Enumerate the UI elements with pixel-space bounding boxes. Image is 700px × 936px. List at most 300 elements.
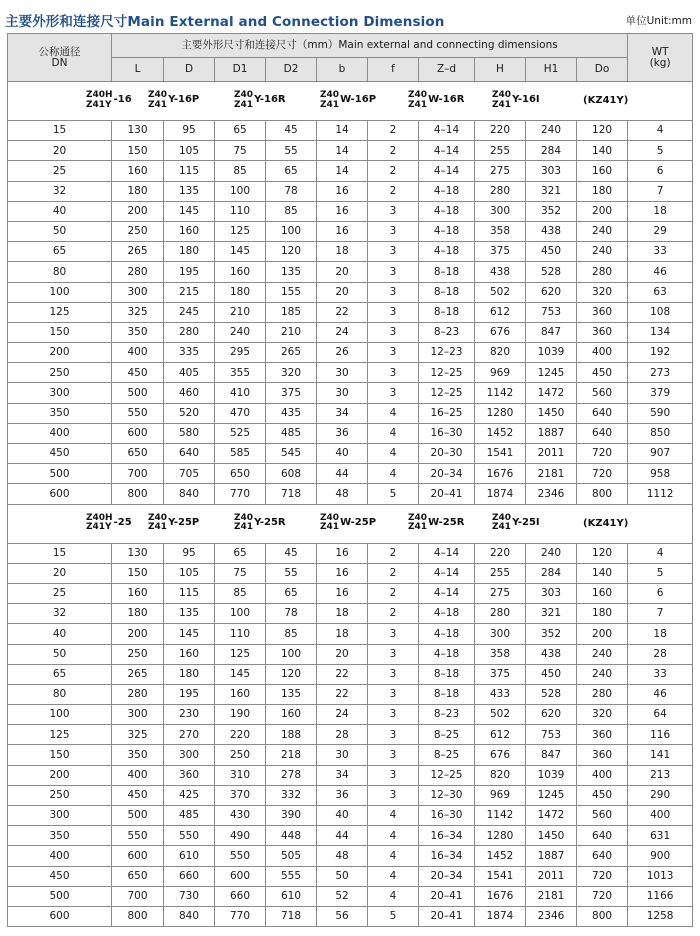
table-cell: 230 — [164, 705, 215, 725]
table-cell: 22 — [317, 664, 368, 684]
table-cell: 4 — [368, 806, 419, 826]
table-cell: 240 — [577, 221, 628, 241]
table-cell: 705 — [164, 464, 215, 484]
table-cell: 80 — [8, 262, 112, 282]
table-cell: 352 — [526, 624, 577, 644]
table-cell: 800 — [577, 906, 628, 926]
table-cell: 360 — [577, 322, 628, 342]
table-cell: 2 — [368, 563, 419, 583]
table-cell: 12–30 — [419, 785, 475, 805]
table-cell: 8–23 — [419, 705, 475, 725]
table-cell: 30 — [317, 383, 368, 403]
table-cell: 125 — [8, 725, 112, 745]
model-stack — [86, 514, 113, 533]
table-cell: 4–14 — [419, 121, 475, 141]
table-cell: 753 — [526, 302, 577, 322]
table-cell: 16 — [317, 583, 368, 603]
table-cell: 770 — [215, 906, 266, 926]
table-cell: 4–14 — [419, 563, 475, 583]
table-cell: 8–18 — [419, 302, 475, 322]
table-cell: 640 — [577, 423, 628, 443]
table-cell: 150 — [8, 745, 112, 765]
table-cell: 24 — [317, 705, 368, 725]
model-label — [408, 514, 464, 533]
table-cell: 265 — [266, 343, 317, 363]
table-cell: 12–23 — [419, 343, 475, 363]
table-cell: 505 — [266, 846, 317, 866]
table-cell: 30 — [317, 745, 368, 765]
table-cell: 1013 — [628, 866, 693, 886]
table-row — [8, 363, 693, 383]
table-cell: 1541 — [475, 866, 526, 886]
table-cell: 1112 — [628, 484, 693, 504]
table-cell: 355 — [215, 363, 266, 383]
table-cell: 14 — [317, 121, 368, 141]
table-cell: 5 — [368, 906, 419, 926]
model-label — [320, 514, 376, 533]
model-label — [492, 514, 540, 533]
table-cell: 115 — [164, 161, 215, 181]
table-cell: 160 — [164, 221, 215, 241]
table-cell: 360 — [577, 725, 628, 745]
table-cell: 2181 — [526, 464, 577, 484]
model-top: Z40H — [86, 512, 113, 523]
table-cell: 528 — [526, 262, 577, 282]
table-cell: 1887 — [526, 423, 577, 443]
table-cell: 48 — [317, 484, 368, 504]
table-cell: 405 — [164, 363, 215, 383]
table-cell: 3 — [368, 785, 419, 805]
table-cell: 180 — [215, 282, 266, 302]
table-cell: 280 — [112, 684, 164, 704]
table-cell: 150 — [8, 322, 112, 342]
table-cell: 450 — [577, 363, 628, 383]
model-suffix: Y-16R — [254, 94, 286, 106]
table-cell: 350 — [112, 745, 164, 765]
table-cell: 250 — [8, 363, 112, 383]
table-cell: 180 — [164, 242, 215, 262]
table-cell: 3 — [368, 624, 419, 644]
table-cell: 3 — [368, 684, 419, 704]
table-cell: 56 — [317, 906, 368, 926]
table-cell: 192 — [628, 343, 693, 363]
table-cell: 160 — [215, 262, 266, 282]
model-suffix: -25 — [113, 516, 132, 528]
table-cell: 4–18 — [419, 242, 475, 262]
table-cell: 2 — [368, 161, 419, 181]
table-cell: 255 — [475, 141, 526, 161]
table-cell: 1874 — [475, 906, 526, 926]
table-cell: 20–30 — [419, 444, 475, 464]
table-cell: 220 — [475, 543, 526, 563]
table-cell: 3 — [368, 201, 419, 221]
table-cell: 1245 — [526, 785, 577, 805]
table-cell: 4–18 — [419, 644, 475, 664]
table-row — [8, 705, 693, 725]
table-cell: 195 — [164, 262, 215, 282]
table-row — [8, 302, 693, 322]
page-header — [0, 0, 700, 30]
table-cell: 847 — [526, 322, 577, 342]
table-row — [8, 664, 693, 684]
table-cell: 2 — [368, 583, 419, 603]
table-cell: 12–25 — [419, 383, 475, 403]
table-cell: 820 — [475, 765, 526, 785]
table-cell: 7 — [628, 604, 693, 624]
table-cell: 200 — [112, 201, 164, 221]
table-cell: 375 — [475, 664, 526, 684]
table-cell: 145 — [215, 664, 266, 684]
table-cell: 1039 — [526, 765, 577, 785]
table-cell: 600 — [112, 423, 164, 443]
model-stack — [148, 514, 167, 533]
table-cell: 840 — [164, 484, 215, 504]
table-cell: 200 — [112, 624, 164, 644]
dn-header-en: DN — [51, 56, 68, 69]
table-cell: 718 — [266, 484, 317, 504]
table-cell: 620 — [526, 705, 577, 725]
table-cell: 4–14 — [419, 583, 475, 603]
table-cell: 450 — [8, 866, 112, 886]
table-cell: 250 — [8, 785, 112, 805]
table-cell: 438 — [475, 262, 526, 282]
table-cell: 110 — [215, 201, 266, 221]
table-cell: 18 — [628, 624, 693, 644]
table-cell: 120 — [266, 664, 317, 684]
table-cell: 135 — [266, 684, 317, 704]
table-cell: 3 — [368, 221, 419, 241]
table-cell: 29 — [628, 221, 693, 241]
table-row — [8, 464, 693, 484]
table-cell: 379 — [628, 383, 693, 403]
table-cell: 400 — [8, 846, 112, 866]
table-cell: 400 — [112, 343, 164, 363]
table-cell: 100 — [8, 705, 112, 725]
table-row — [8, 644, 693, 664]
table-cell: 250 — [112, 644, 164, 664]
model-bottom: Z41 — [408, 522, 428, 533]
table-cell: 270 — [164, 725, 215, 745]
table-cell: 753 — [526, 725, 577, 745]
table-row — [8, 403, 693, 423]
table-cell: 284 — [526, 563, 577, 583]
table-cell: 28 — [628, 644, 693, 664]
table-cell: 820 — [475, 343, 526, 363]
table-cell: 1450 — [526, 403, 577, 423]
table-row — [8, 846, 693, 866]
model-suffix: Y-16P — [168, 94, 200, 106]
model-bottom: Z41 — [320, 522, 340, 533]
table-cell: 3 — [368, 282, 419, 302]
header-row — [8, 34, 693, 58]
table-cell: 3 — [368, 705, 419, 725]
table-cell: 1452 — [475, 846, 526, 866]
table-cell: 180 — [577, 181, 628, 201]
model-stack — [408, 514, 427, 533]
table-cell: 75 — [215, 563, 266, 583]
table-cell: 295 — [215, 343, 266, 363]
table-cell: 4–18 — [419, 221, 475, 241]
table-cell: 135 — [164, 181, 215, 201]
column-header: D2 — [266, 58, 317, 82]
table-cell: 2 — [368, 141, 419, 161]
table-cell: 4–14 — [419, 543, 475, 563]
table-cell: 3 — [368, 745, 419, 765]
model-suffix: W-16P — [340, 94, 377, 106]
table-cell: 1039 — [526, 343, 577, 363]
table-cell: 30 — [317, 363, 368, 383]
table-cell: 718 — [266, 906, 317, 926]
table-cell: 250 — [215, 745, 266, 765]
table-cell: 25 — [8, 583, 112, 603]
weight-column-header — [628, 34, 693, 82]
table-cell: 50 — [8, 644, 112, 664]
model-row — [8, 504, 693, 543]
table-cell: 730 — [164, 886, 215, 906]
table-cell: 590 — [628, 403, 693, 423]
table-row — [8, 121, 693, 141]
table-cell: 460 — [164, 383, 215, 403]
table-cell: 20 — [317, 282, 368, 302]
table-cell: 320 — [577, 282, 628, 302]
table-cell: 25 — [8, 161, 112, 181]
table-cell: 20–41 — [419, 906, 475, 926]
model-row — [8, 82, 693, 121]
table-cell: 435 — [266, 403, 317, 423]
table-cell: 3 — [368, 765, 419, 785]
table-cell: 375 — [475, 242, 526, 262]
table-cell: 85 — [266, 201, 317, 221]
model-bottom: Z41 — [148, 522, 168, 533]
page-title: 主要外形和连接尺寸Main External and Connection Dimension — [5, 14, 445, 30]
table-cell: 150 — [112, 563, 164, 583]
table-cell: 300 — [112, 282, 164, 302]
table-cell: 16 — [317, 563, 368, 583]
table-cell: 150 — [112, 141, 164, 161]
table-cell: 34 — [317, 403, 368, 423]
table-cell: 1280 — [475, 403, 526, 423]
table-cell: 44 — [317, 826, 368, 846]
table-cell: 8–23 — [419, 322, 475, 342]
table-cell: 612 — [475, 725, 526, 745]
table-cell: 160 — [112, 583, 164, 603]
table-cell: 2 — [368, 181, 419, 201]
table-cell: 140 — [577, 563, 628, 583]
table-cell: 640 — [577, 846, 628, 866]
table-row — [8, 322, 693, 342]
table-cell: 631 — [628, 826, 693, 846]
table-cell: 180 — [112, 604, 164, 624]
table-row — [8, 181, 693, 201]
table-cell: 400 — [628, 806, 693, 826]
table-cell: 240 — [577, 644, 628, 664]
table-cell: 64 — [628, 705, 693, 725]
table-row — [8, 242, 693, 262]
table-cell: 22 — [317, 684, 368, 704]
table-cell: 32 — [8, 181, 112, 201]
unit-label: 单位Unit:mm — [625, 15, 692, 27]
table-cell: 250 — [112, 221, 164, 241]
table-cell: 1258 — [628, 906, 693, 926]
table-row — [8, 262, 693, 282]
table-row — [8, 161, 693, 181]
table-cell: 490 — [215, 826, 266, 846]
table-row — [8, 343, 693, 363]
table-cell: 141 — [628, 745, 693, 765]
table-cell: 580 — [164, 423, 215, 443]
table-cell: 65 — [266, 161, 317, 181]
table-cell: 1245 — [526, 363, 577, 383]
table-cell: 4 — [368, 846, 419, 866]
column-header: Do — [577, 58, 628, 82]
table-cell: 500 — [8, 464, 112, 484]
table-cell: 240 — [526, 543, 577, 563]
table-cell: 640 — [577, 403, 628, 423]
table-cell: 720 — [577, 866, 628, 886]
table-cell: 325 — [112, 302, 164, 322]
table-cell: 4 — [628, 121, 693, 141]
table-cell: 278 — [266, 765, 317, 785]
dn-column-header — [8, 34, 112, 82]
model-label — [582, 91, 629, 106]
dimension-table — [7, 33, 693, 927]
table-cell: 969 — [475, 785, 526, 805]
model-top: Z40 — [234, 90, 254, 100]
table-cell: 2346 — [526, 484, 577, 504]
model-bottom: Z41 — [492, 522, 512, 533]
model-stack — [234, 91, 253, 110]
table-cell: 3 — [368, 363, 419, 383]
model-top: Z40 — [234, 512, 254, 523]
table-cell: 360 — [577, 745, 628, 765]
model-label — [320, 91, 376, 110]
table-cell: 375 — [266, 383, 317, 403]
table-cell: 125 — [215, 644, 266, 664]
model-label — [408, 91, 464, 110]
table-row — [8, 201, 693, 221]
table-cell: 585 — [215, 444, 266, 464]
table-cell: 265 — [112, 242, 164, 262]
table-cell: 284 — [526, 141, 577, 161]
table-cell: 3 — [368, 302, 419, 322]
table-cell: 16 — [317, 221, 368, 241]
table-cell: 320 — [577, 705, 628, 725]
table-cell: 1676 — [475, 464, 526, 484]
table-cell: 2011 — [526, 444, 577, 464]
table-cell: 352 — [526, 201, 577, 221]
table-cell: 125 — [8, 302, 112, 322]
model-top: Z40 — [148, 512, 168, 523]
table-cell: 4 — [368, 423, 419, 443]
table-cell: 145 — [215, 242, 266, 262]
table-cell: 100 — [266, 221, 317, 241]
table-cell: 676 — [475, 322, 526, 342]
table-cell: 160 — [577, 161, 628, 181]
table-cell: 18 — [317, 624, 368, 644]
table-cell: 135 — [164, 604, 215, 624]
table-cell: 958 — [628, 464, 693, 484]
model-suffix: W-25R — [428, 516, 465, 528]
table-cell: 213 — [628, 765, 693, 785]
table-cell: 210 — [215, 302, 266, 322]
table-cell: 2 — [368, 604, 419, 624]
table-cell: 75 — [215, 141, 266, 161]
table-cell: 4–18 — [419, 181, 475, 201]
table-cell: 160 — [215, 684, 266, 704]
model-stack — [492, 91, 511, 110]
table-cell: 350 — [112, 322, 164, 342]
table-cell: 6 — [628, 583, 693, 603]
table-cell: 220 — [475, 121, 526, 141]
table-cell: 840 — [164, 906, 215, 926]
table-cell: 48 — [317, 846, 368, 866]
table-row — [8, 745, 693, 765]
table-cell: 240 — [215, 322, 266, 342]
table-cell: 300 — [8, 806, 112, 826]
table-cell: 8–25 — [419, 745, 475, 765]
table-cell: 1472 — [526, 806, 577, 826]
table-cell: 425 — [164, 785, 215, 805]
table-cell: 438 — [526, 221, 577, 241]
table-cell: 240 — [577, 664, 628, 684]
table-cell: 18 — [628, 201, 693, 221]
table-cell: 180 — [577, 604, 628, 624]
table-cell: 520 — [164, 403, 215, 423]
table-cell: 640 — [577, 826, 628, 846]
table-cell: 545 — [266, 444, 317, 464]
table-cell: 4 — [368, 403, 419, 423]
table-cell: 215 — [164, 282, 215, 302]
table-cell: 20 — [317, 262, 368, 282]
table-cell: 3 — [368, 664, 419, 684]
table-cell: 275 — [475, 161, 526, 181]
table-cell: 6 — [628, 161, 693, 181]
model-suffix: W-16R — [428, 94, 465, 106]
table-cell: 300 — [112, 705, 164, 725]
table-cell: 500 — [112, 383, 164, 403]
column-header: D1 — [215, 58, 266, 82]
table-cell: 610 — [266, 886, 317, 906]
table-cell: 280 — [577, 684, 628, 704]
table-cell: 430 — [215, 806, 266, 826]
table-cell: 188 — [266, 725, 317, 745]
table-cell: 650 — [215, 464, 266, 484]
model-suffix: Y-25I — [512, 516, 540, 528]
table-cell: 502 — [475, 282, 526, 302]
table-cell: 40 — [8, 624, 112, 644]
table-cell: 4 — [368, 444, 419, 464]
table-cell: 770 — [215, 484, 266, 504]
model-label — [582, 514, 629, 529]
table-cell: 8–25 — [419, 725, 475, 745]
table-cell: 400 — [8, 423, 112, 443]
table-cell: 18 — [317, 604, 368, 624]
table-cell: 3 — [368, 343, 419, 363]
table-cell: 900 — [628, 846, 693, 866]
table-cell: 800 — [112, 906, 164, 926]
table-cell: 550 — [112, 403, 164, 423]
table-cell: 20–41 — [419, 886, 475, 906]
table-cell: 800 — [577, 484, 628, 504]
table-cell: 4–18 — [419, 201, 475, 221]
table-cell: 2 — [368, 121, 419, 141]
table-cell: 438 — [526, 644, 577, 664]
table-cell: 1874 — [475, 484, 526, 504]
table-cell: 358 — [475, 221, 526, 241]
table-cell: 120 — [577, 121, 628, 141]
model-bottom: Z41 — [234, 522, 254, 533]
table-cell: 3 — [368, 725, 419, 745]
